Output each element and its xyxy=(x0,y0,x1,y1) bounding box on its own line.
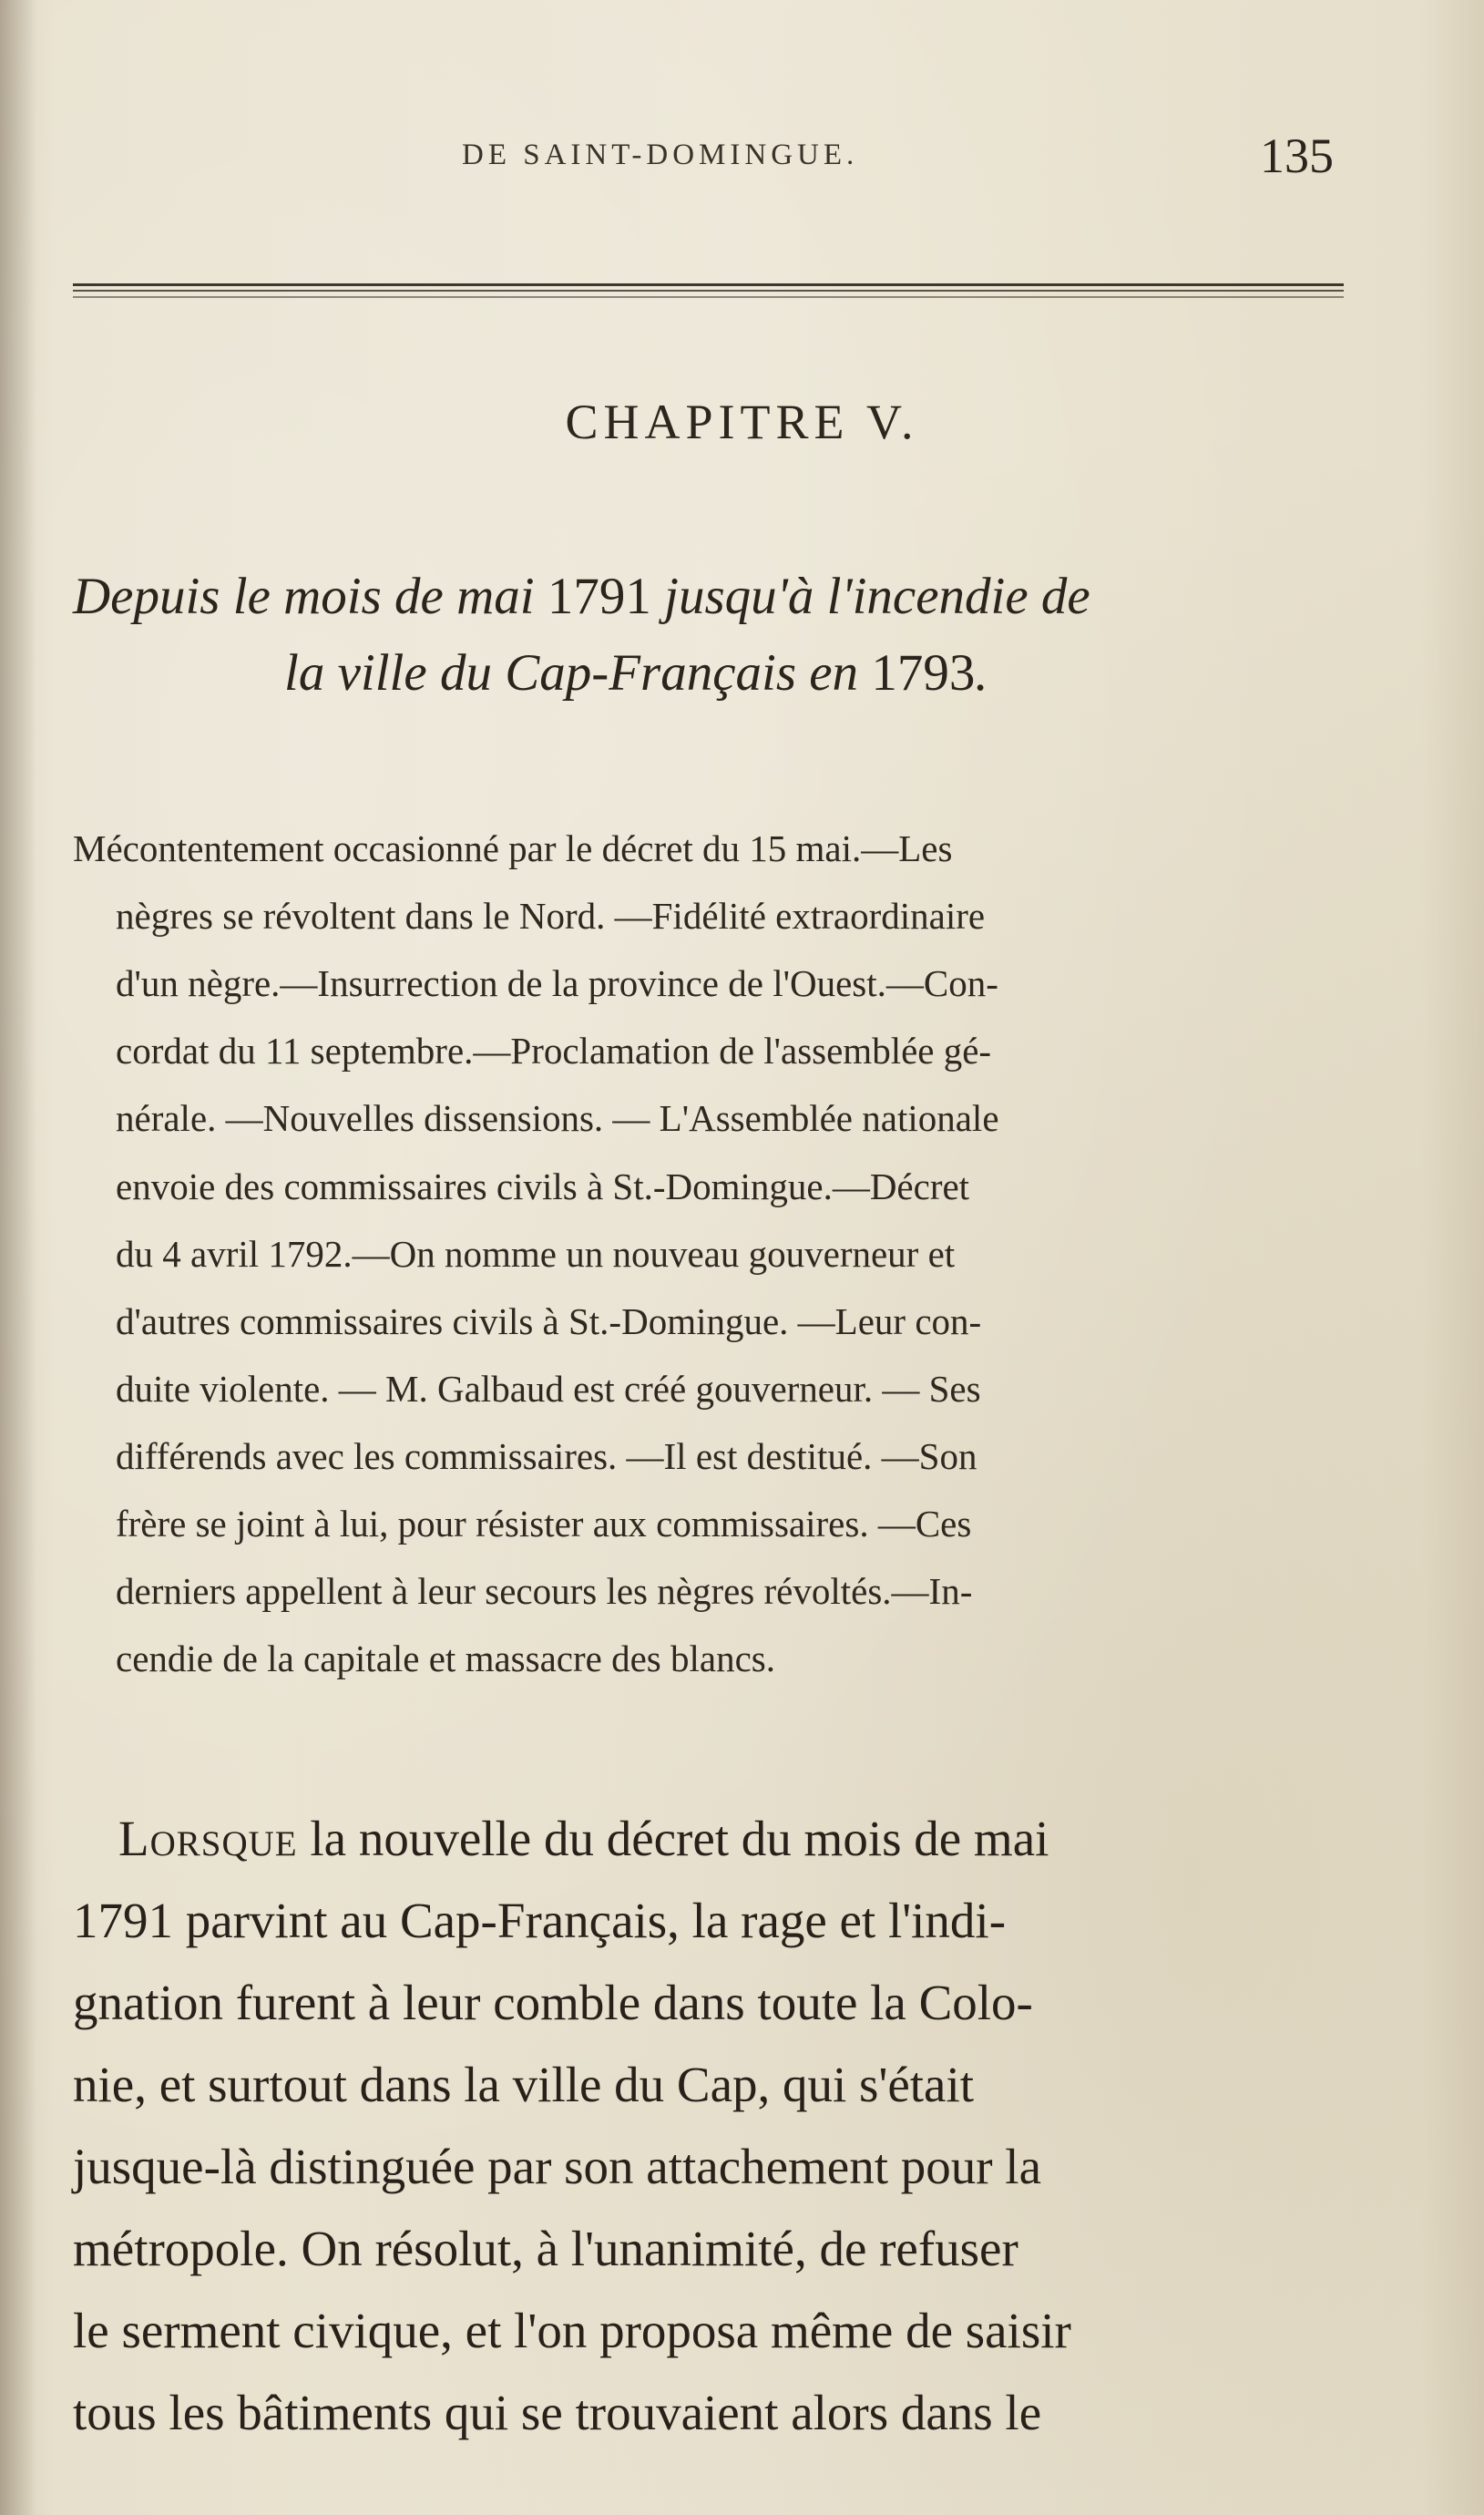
chapter-subtitle-line xyxy=(284,643,988,703)
subtitle-text: jusqu'à l'incendie de xyxy=(650,568,1090,625)
header-rule xyxy=(73,283,1344,286)
summary-line: Mécontentement occasionné par le décret du 15 mai.—Les xyxy=(73,827,953,869)
summary-line: nègres se révoltent dans le Nord. —Fidélité extraordinaire xyxy=(116,895,986,937)
body-line xyxy=(118,1811,1049,1866)
chapter-title: CHAPITRE V. xyxy=(565,395,919,449)
summary-line: derniers appellent à leur secours les nègres révoltés.—In- xyxy=(116,1570,973,1612)
page-number: 135 xyxy=(1260,128,1334,183)
summary-line: du 4 avril 1792.—On nomme un nouveau gouverneur et xyxy=(116,1233,956,1275)
body-line: métropole. On résolut, à l'unanimité, de refuser xyxy=(73,2221,1018,2276)
body-line: tous les bâtiments qui se trouvaient alors dans le xyxy=(73,2385,1042,2440)
subtitle-year: 1791 xyxy=(547,568,651,625)
body-text: la nouvelle du décret du mois de mai xyxy=(297,1811,1049,1866)
header-rule xyxy=(73,290,1344,292)
subtitle-text: . xyxy=(975,644,988,702)
body-line: 1791 parvint au Cap-Français, la rage et l'indi- xyxy=(73,1893,1007,1948)
summary-line: nérale. —Nouvelles dissensions. — L'Assemblée nationale xyxy=(116,1097,999,1139)
subtitle-year: 1793 xyxy=(871,644,976,702)
chapter-subtitle-line xyxy=(73,567,1090,626)
running-head: DE SAINT-DOMINGUE. xyxy=(462,139,859,171)
body-line: nie, et surtout dans la ville du Cap, qui s'était xyxy=(73,2057,975,2112)
binding-shadow xyxy=(0,0,36,2515)
body-line: jusque-là distinguée par son attachement pour la xyxy=(73,2139,1041,2194)
subtitle-text: la ville du Cap-Français en xyxy=(284,644,872,702)
body-line: gnation furent à leur comble dans toute la Colo- xyxy=(73,1975,1033,2030)
summary-line: différends avec les commissaires. —Il est destitué. —Son xyxy=(116,1435,977,1477)
summary-line: frère se joint à lui, pour résister aux commissaires. —Ces xyxy=(116,1503,972,1545)
summary-line: cendie de la capitale et massacre des blancs. xyxy=(116,1637,775,1679)
subtitle-text: Depuis le mois de mai xyxy=(73,568,548,625)
body-line: le serment civique, et l'on proposa même de saisir xyxy=(73,2303,1071,2358)
summary-line: cordat du 11 septembre.—Proclamation de l'assemblée gé- xyxy=(116,1030,992,1072)
summary-line: duite violente. — M. Galbaud est créé gouverneur. — Ses xyxy=(116,1368,981,1410)
summary-line: envoie des commissaires civils à St.-Domingue.—Décret xyxy=(116,1165,970,1207)
header-rule xyxy=(73,296,1344,298)
drop-word: Lorsque xyxy=(118,1811,298,1866)
summary-line: d'un nègre.—Insurrection de la province de l'Ouest.—Con- xyxy=(116,962,998,1004)
summary-line: d'autres commissaires civils à St.-Domingue. —Leur con- xyxy=(116,1300,982,1342)
